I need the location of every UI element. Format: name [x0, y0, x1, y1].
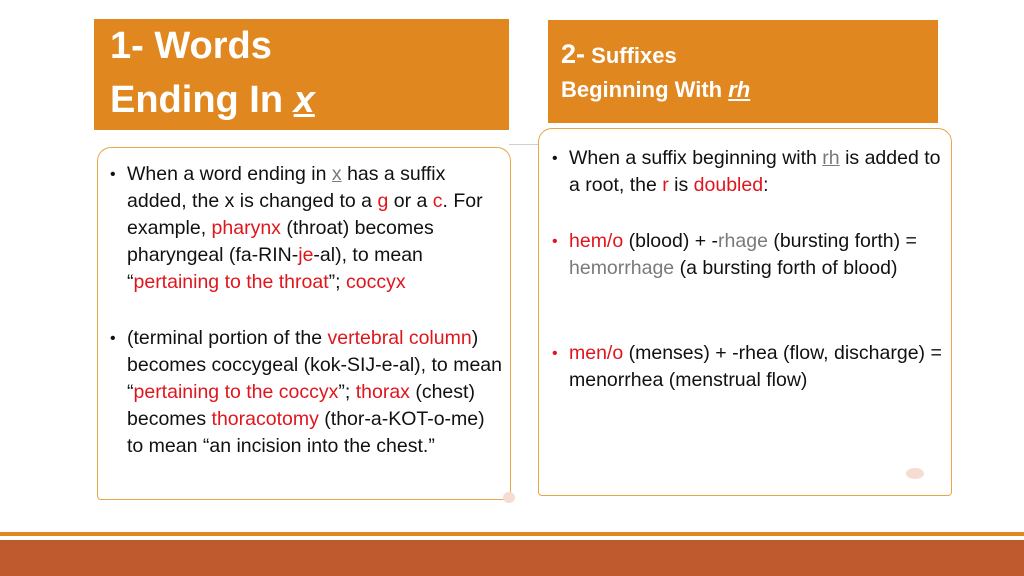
text: (blood) + -: [628, 230, 719, 252]
text: (throat) becomes pharyngeal (fa-RIN-: [127, 217, 434, 266]
letter-c: c: [432, 190, 443, 212]
term-hemo: hem/o: [569, 230, 624, 252]
letter-r: r: [662, 174, 669, 196]
header-1-prefix: Ending In: [110, 79, 284, 121]
header-2-line-2: [561, 75, 750, 105]
header-1-line-2: [110, 77, 315, 123]
text: (a bursting forth of blood): [679, 257, 898, 279]
header-2-line-1: [561, 39, 677, 71]
bullet-ending-x: [110, 161, 502, 296]
term-vertebral-column: vertebral column: [327, 327, 472, 349]
content-card-words-ending-x: [97, 147, 511, 500]
term-rh: rh: [822, 147, 840, 169]
syllable-je: je: [298, 244, 314, 266]
term-rhage: rhage: [718, 230, 768, 252]
text: ”;: [338, 381, 351, 403]
header-1-line-1: 1- Words: [110, 25, 272, 67]
text: (chest) becomes: [127, 381, 475, 430]
text: (thor-a-KOT-o-me) to mean “an incision into the chest.”: [127, 408, 485, 457]
footer-accent-line: [0, 532, 1024, 536]
bullet-dot: •: [110, 330, 116, 347]
text: ”;: [328, 271, 341, 293]
bullet-menorrhea: [552, 340, 944, 394]
decorative-dot: [906, 468, 924, 479]
text: (menses) + -rhea (flow, discharge) = menorrhea (menstrual flow): [569, 342, 942, 391]
header-2-title: Suffixes: [591, 43, 677, 68]
text: When a word ending in: [127, 163, 327, 185]
text: is: [674, 174, 689, 196]
text: (terminal portion of the: [127, 327, 323, 349]
bullet-dot: •: [110, 166, 116, 183]
footer-bar: [0, 540, 1024, 576]
section-header-2: [548, 20, 938, 123]
header-1-variable: x: [293, 79, 315, 121]
term-pharynx: pharynx: [211, 217, 281, 239]
meaning-throat: pertaining to the throat: [133, 271, 329, 293]
term-meno: men/o: [569, 342, 624, 364]
content-card-suffix-rh: [538, 128, 952, 496]
bullet-dot: •: [552, 150, 558, 167]
text: or a: [393, 190, 428, 212]
section-header-1: [94, 19, 509, 130]
header-2-variable: rh: [728, 77, 751, 102]
text: :: [763, 174, 769, 196]
term-doubled: doubled: [693, 174, 764, 196]
bullet-coccyx-thorax: [110, 325, 502, 460]
text: (bursting forth) =: [773, 230, 917, 252]
text: is added to a root, the: [569, 147, 941, 196]
term-thorax: thorax: [355, 381, 410, 403]
text: ) becomes coccygeal (kok-SIJ-e-al), to mean “: [127, 327, 502, 403]
term-coccyx: coccyx: [345, 271, 406, 293]
bullet-rh-rule: [552, 145, 944, 199]
text: . For example,: [127, 190, 483, 239]
bullet-dot: •: [552, 345, 558, 362]
text: -al), to mean “: [127, 244, 423, 293]
term-thoracotomy: thoracotomy: [211, 408, 319, 430]
text: has a suffix added, the x is changed to a: [127, 163, 446, 212]
header-2-number: 2-: [561, 39, 586, 69]
decorative-dot: [503, 492, 515, 503]
term-x: x: [331, 163, 342, 185]
header-2-prefix: Beginning With: [561, 77, 723, 102]
bullet-dot: •: [552, 233, 558, 250]
letter-g: g: [377, 190, 389, 212]
bullet-hemorrhage: [552, 228, 944, 282]
term-hemorrhage: hemorrhage: [569, 257, 675, 279]
meaning-coccyx: pertaining to the coccyx: [133, 381, 339, 403]
text: When a suffix beginning with: [569, 147, 817, 169]
